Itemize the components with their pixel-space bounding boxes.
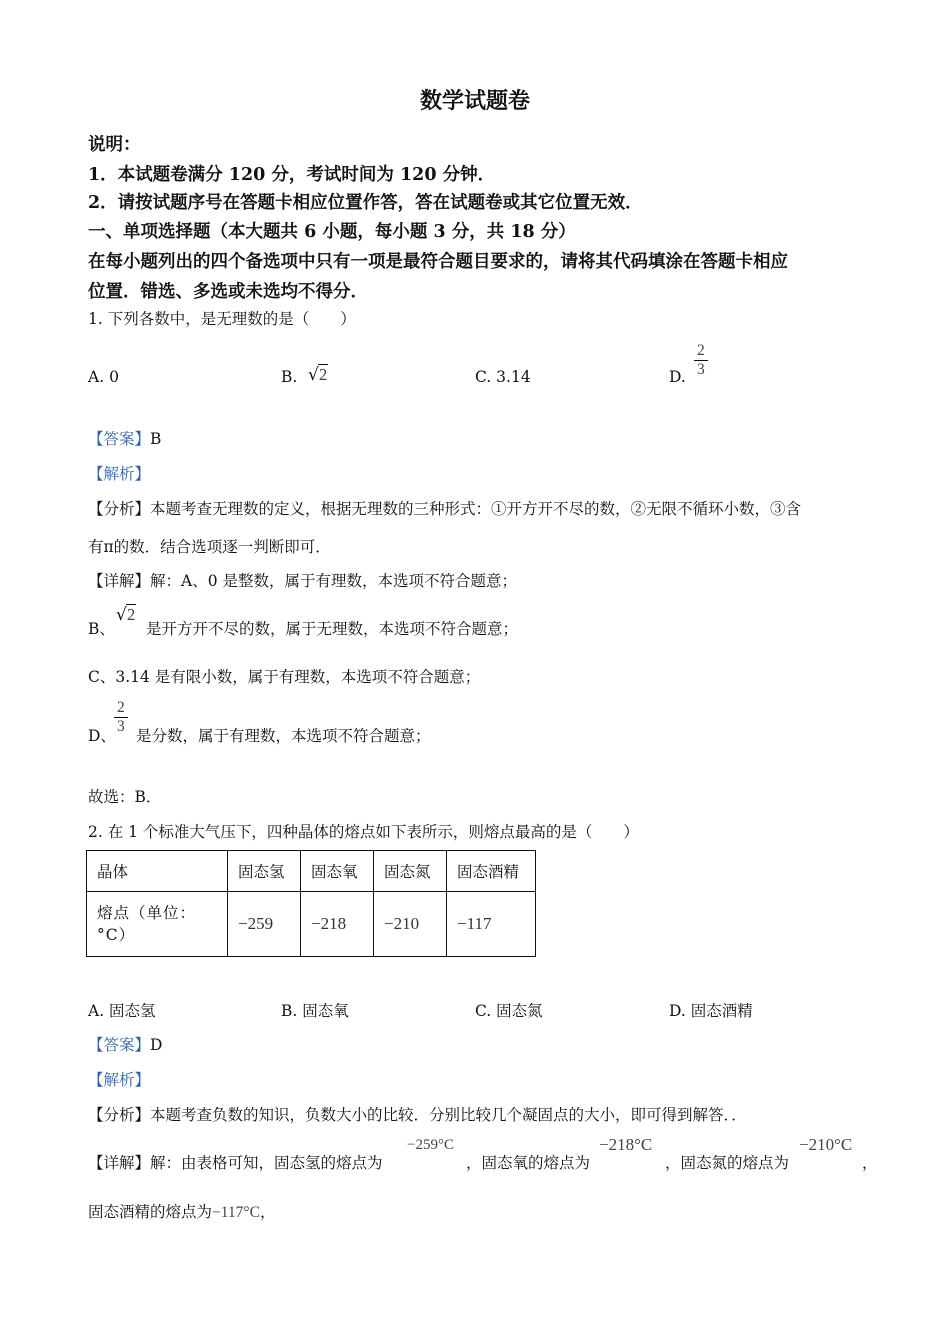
- value-nitrogen: −210°C: [799, 1135, 853, 1154]
- table-header-cell: 晶体: [87, 851, 228, 892]
- value-oxygen: −218°C: [599, 1135, 653, 1154]
- denominator: 3: [117, 718, 125, 735]
- q2-xiangjie-text-a: 解：由表格可知，固态氢的熔点为: [150, 1154, 383, 1172]
- q2-fenxi: [88, 1103, 747, 1125]
- answer-tag: 【答案】: [88, 1036, 151, 1054]
- radicand: 2: [318, 365, 328, 384]
- xiangjie-text: 解：A、0 是整数，属于有理数，本选项不符合题意；: [150, 572, 517, 590]
- instruction-line-1: 1．本试题卷满分 120 分，考试时间为 120 分钟．: [88, 165, 496, 185]
- numerator: 2: [694, 342, 708, 361]
- table-cell: −117: [447, 892, 536, 957]
- table-header-cell: 固态氮: [374, 851, 447, 892]
- q2-analysis-tag: 【解析】: [88, 1071, 151, 1089]
- q2-xiangjie-text-d: ，: [862, 1154, 878, 1172]
- fenxi-tag: 【分析】: [88, 500, 151, 518]
- fraction: [694, 342, 708, 379]
- q2-option-d: D. 固态酒精: [669, 1002, 753, 1020]
- line2-text-b: ，: [259, 1203, 276, 1221]
- fraction: [114, 699, 128, 736]
- fenxi-text: 本题考查负数的知识，负数大小的比较．分别比较几个凝固点的大小，即可得到解答．．: [150, 1106, 747, 1124]
- q1-option-c: [475, 368, 531, 386]
- table-header-row: [87, 851, 536, 892]
- q1-line-d-prefix: D、: [88, 727, 116, 745]
- section-desc-line-2: 位置．错选、多选或未选均不得分．: [88, 282, 368, 302]
- table-cell: −259: [228, 892, 301, 957]
- fenxi-text: 本题考查无理数的定义，根据无理数的三种形式：①开方开不尽的数，②无限不循环小数，③含: [150, 500, 802, 518]
- q1-line-c: C、3.14 是有限小数，属于有理数，本选项不符合题意；: [88, 668, 481, 686]
- table-row-label: 熔点（单位：°C）: [87, 892, 228, 957]
- q1-option-b-label: B.: [281, 368, 298, 386]
- table-header-cell: 固态酒精: [447, 851, 536, 892]
- q1-answer: [88, 427, 161, 449]
- q2-option-c: C. 固态氮: [475, 1002, 543, 1020]
- q2-xiangjie-text-c: ，固态氮的熔点为: [665, 1154, 790, 1172]
- q2-xiangjie-text-b: ，固态氧的熔点为: [466, 1154, 591, 1172]
- value-hydrogen: −259°C: [407, 1137, 454, 1153]
- option-label: C.: [475, 368, 492, 386]
- line2-text-a: 固态酒精的熔点为: [88, 1203, 213, 1221]
- q1-line-d-text: 是分数，属于有理数，本选项不符合题意；: [136, 727, 431, 745]
- table-header-cell: 固态氢: [228, 851, 301, 892]
- q1-option-d-label: D.: [669, 368, 686, 386]
- melting-point-table: [86, 850, 536, 957]
- denominator: 3: [697, 361, 705, 378]
- instruction-line-2: 2．请按试题序号在答题卡相应位置作答，答在试题卷或其它位置无效．: [88, 193, 643, 213]
- q2-xiangjie-tag: 【详解】: [88, 1154, 151, 1172]
- q2-stem: 2. 在 1 个标准大气压下，四种晶体的熔点如下表所示，则熔点最高的是（ ）: [88, 823, 639, 841]
- page-title: 数学试题卷: [419, 88, 530, 114]
- q2-answer: [88, 1033, 162, 1055]
- q1-stem: 1. 下列各数中，是无理数的是（ ）: [88, 310, 356, 328]
- answer-tag: 【答案】: [88, 430, 151, 448]
- option-value: 0: [109, 368, 119, 386]
- table-cell: −218: [301, 892, 374, 957]
- section-heading: 一、单项选择题（本大题共 6 小题，每小题 3 分，共 18 分）: [88, 222, 576, 242]
- q1-line-b-text: 是开方开不尽的数，属于无理数，本选项不符合题意；: [146, 620, 519, 638]
- q2-line2: [88, 1200, 275, 1222]
- table-cell: −210: [374, 892, 447, 957]
- q1-fenxi-line-1: [88, 497, 801, 519]
- q1-option-a: [88, 368, 119, 386]
- answer-value: D: [150, 1036, 163, 1054]
- q2-option-b: B. 固态氧: [281, 1002, 349, 1020]
- option-value: 3.14: [496, 368, 531, 386]
- q2-option-a: A. 固态氢: [88, 1002, 156, 1020]
- numerator: 2: [114, 699, 128, 718]
- q1-line-b-prefix: B、: [88, 620, 115, 638]
- q1-xiangjie: [88, 569, 517, 591]
- sqrt-symbol: √2: [308, 365, 328, 385]
- xiangjie-tag: 【详解】: [88, 572, 151, 590]
- table-header-cell: 固态氧: [301, 851, 374, 892]
- q1-conclusion: 故选：B．: [88, 788, 162, 806]
- value-alcohol: −117°C: [212, 1204, 260, 1221]
- sqrt-symbol: √2: [116, 605, 136, 625]
- section-desc-line-1: 在每小题列出的四个备选项中只有一项是最符合题目要求的，请将其代码填涂在答题卡相应: [88, 252, 788, 272]
- q1-fenxi-line-2: 有π的数．结合选项逐一判断即可．: [88, 538, 331, 556]
- q1-analysis-tag: 【解析】: [88, 465, 151, 483]
- table-row: [87, 892, 536, 957]
- radicand: 2: [126, 605, 136, 624]
- answer-value: B: [150, 430, 162, 448]
- instructions-heading: 说明：: [88, 135, 141, 155]
- fenxi-tag: 【分析】: [88, 1106, 151, 1124]
- option-label: A.: [88, 368, 105, 386]
